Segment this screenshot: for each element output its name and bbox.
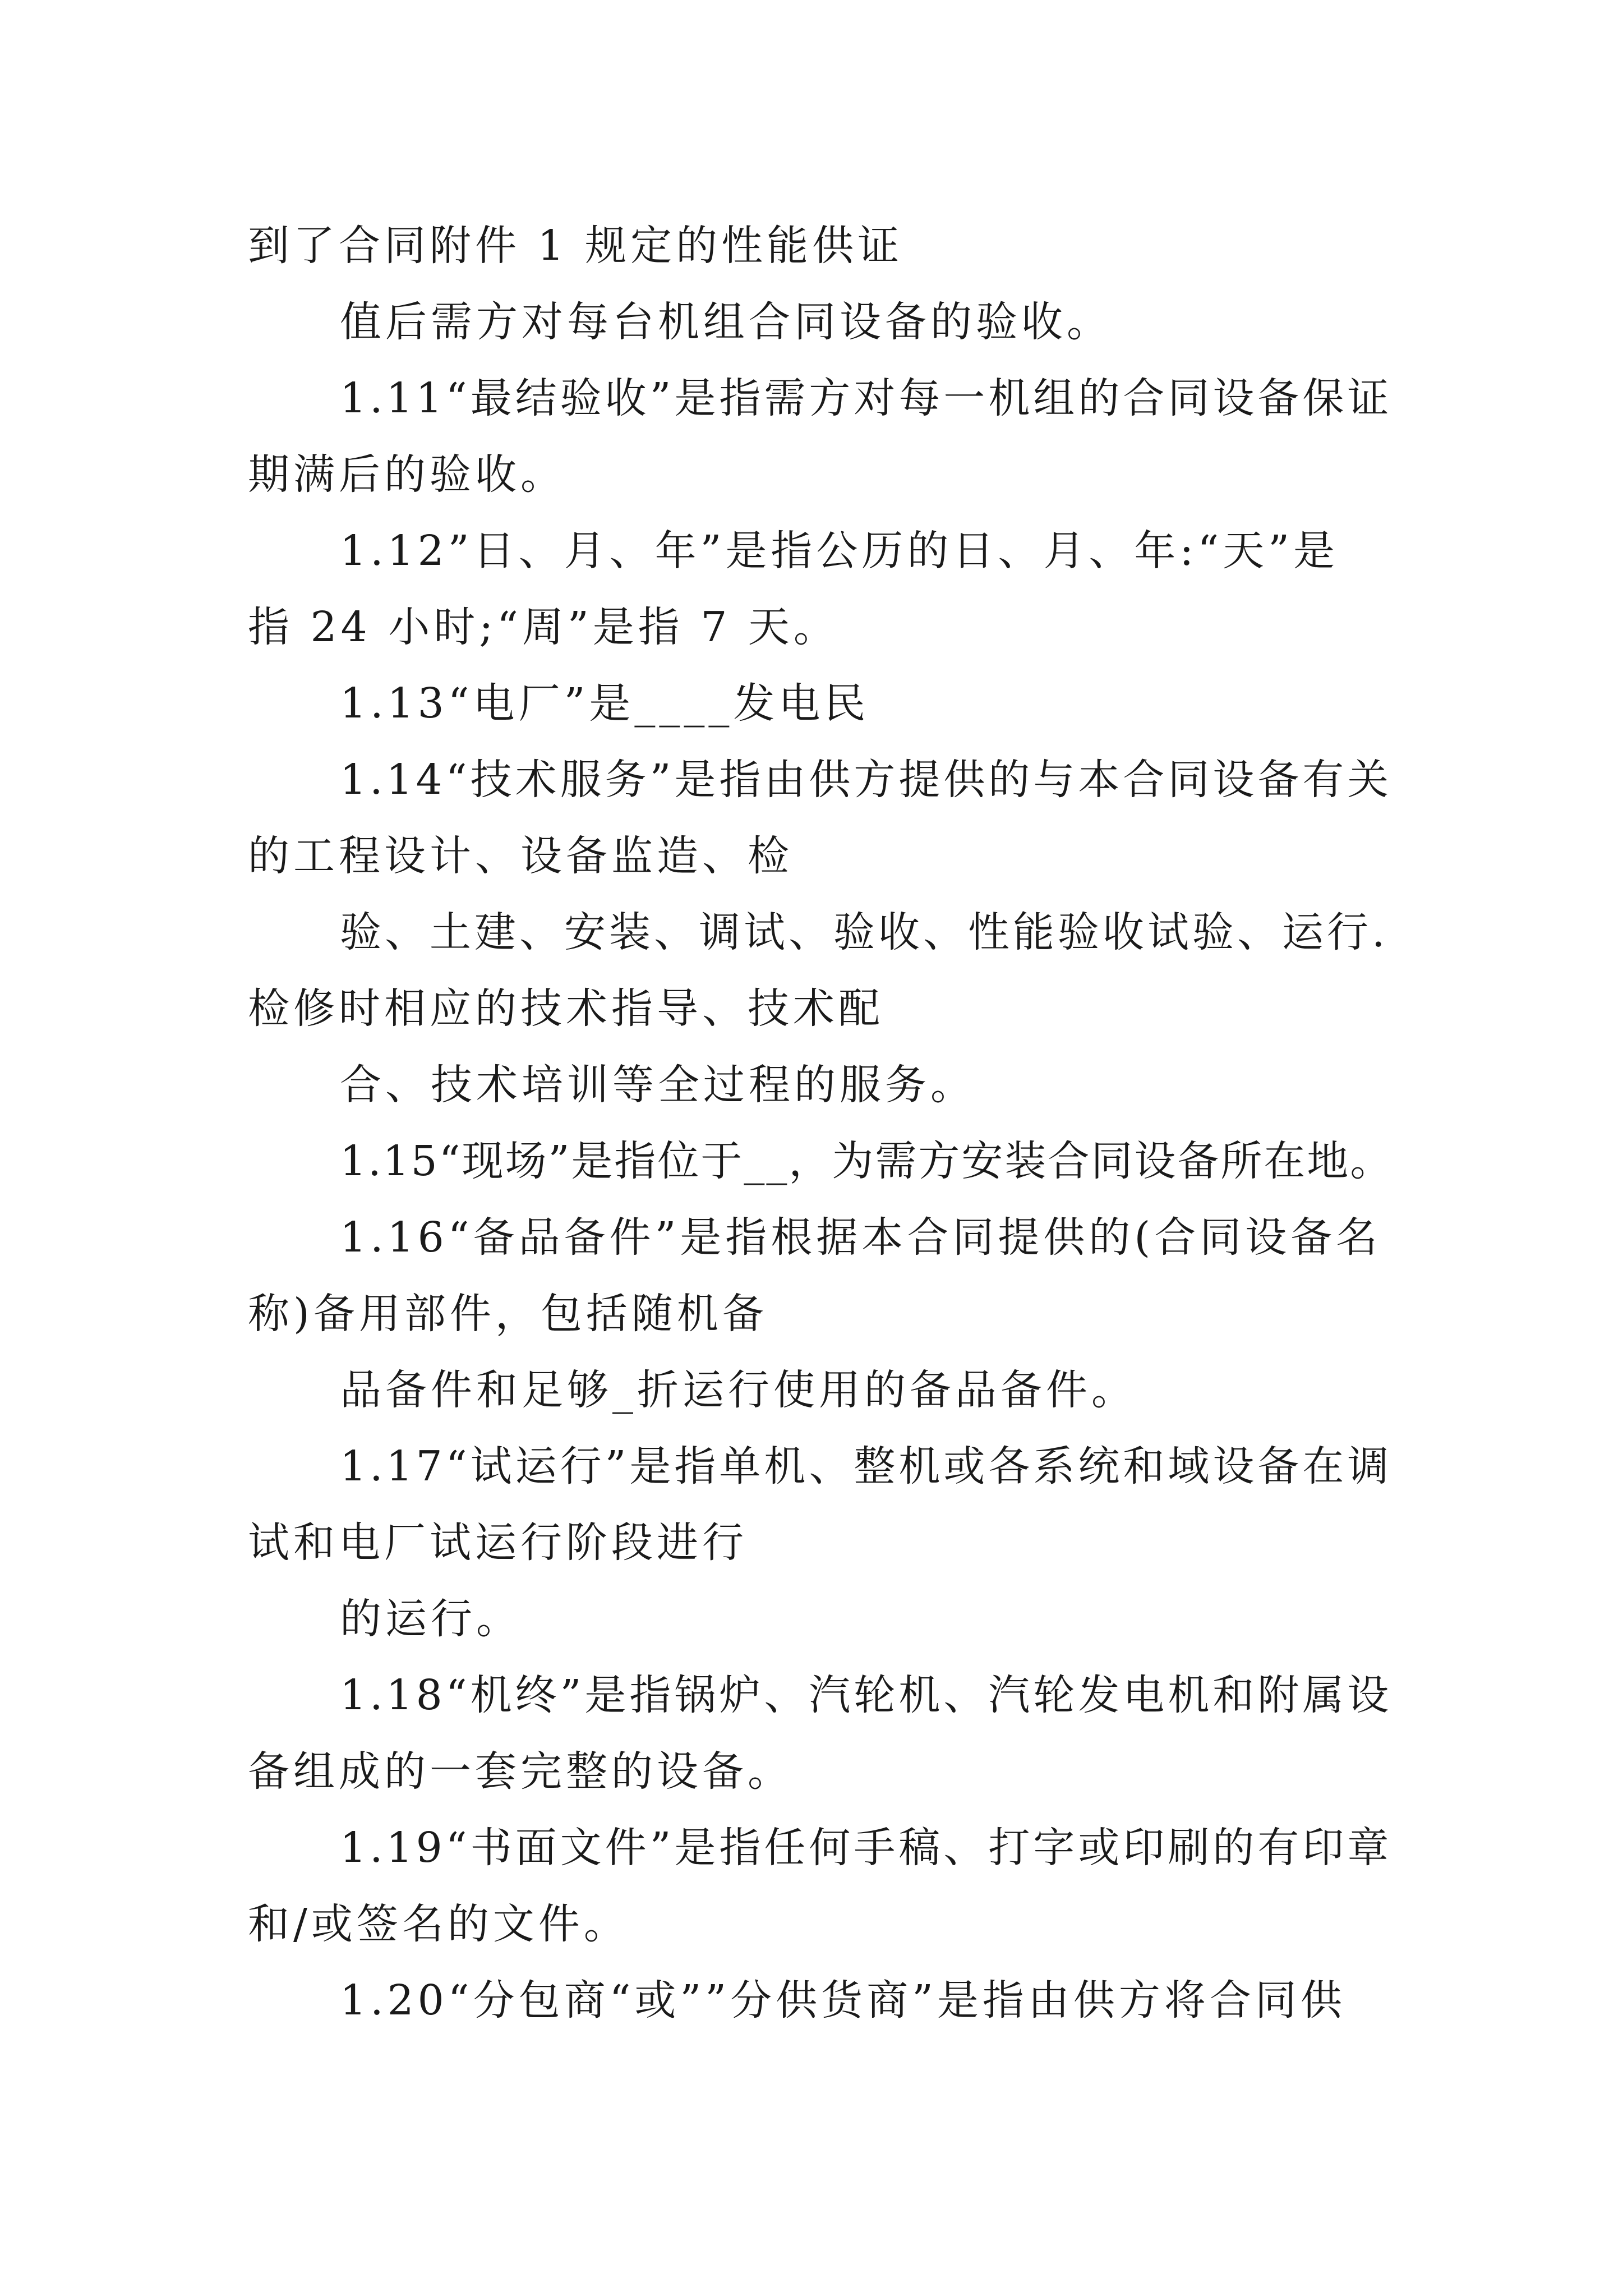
text-line: 指 24 小时;“周”是指 7 天。 <box>248 603 839 651</box>
text-line: 1.16“备品备件”是指根据本合同提供的(合同设备名 <box>340 1213 1382 1262</box>
text-line: 检修时相应的技术指导、技术配 <box>248 984 884 1033</box>
text-line: 备组成的一套完整的设备。 <box>248 1747 793 1796</box>
text-line: 的工程设计、设备监造、检 <box>248 832 793 880</box>
text-line: 1.19“书面文件”是指任何手稿、打字或印刷的有印章 <box>340 1824 1393 1872</box>
text-line: 试和电厂试运行阶段进行 <box>248 1519 748 1567</box>
text-line: 1.17“试运行”是指单机、整机或各系统和域设备在调 <box>340 1442 1393 1490</box>
text-line: 和/或签名的文件。 <box>248 1900 629 1948</box>
text-line: 品备件和足够_折运行使用的备品备件。 <box>340 1366 1137 1414</box>
text-line: 1.12”日、月、年”是指公历的日、月、年:“天”是 <box>340 527 1339 575</box>
text-line: 合、技术培训等全过程的服务。 <box>340 1061 976 1109</box>
text-line: 称)备用部件，包括随机备 <box>248 1290 768 1338</box>
text-line: 1.14“技术服务”是指由供方提供的与本合同设备有关 <box>340 756 1393 804</box>
text-line: 值后需方对每台机组合同设备的验收。 <box>340 298 1112 346</box>
text-line: 1.18“机终”是指锅炉、汽轮机、汽轮发电机和附属设 <box>340 1671 1393 1719</box>
text-line: 1.11“最结验收”是指需方对每一机组的合同设备保证 <box>340 374 1393 422</box>
text-line: 1.13“电厂”是____发电民 <box>340 679 870 728</box>
text-line: 验、土建、安装、调试、验收、性能验收试验、运行. <box>340 908 1389 956</box>
text-line: 到了合同附件 1 规定的性能供证 <box>248 222 903 270</box>
text-line: 1.15“现场”是指位于__，为需方安装合同设备所在地。 <box>340 1137 1394 1185</box>
text-line: 的运行。 <box>340 1595 522 1643</box>
text-line: 1.20“分包商“或””分供货商”是指由供方将合同供 <box>340 1976 1346 2024</box>
text-line: 期满后的验收。 <box>248 450 566 499</box>
